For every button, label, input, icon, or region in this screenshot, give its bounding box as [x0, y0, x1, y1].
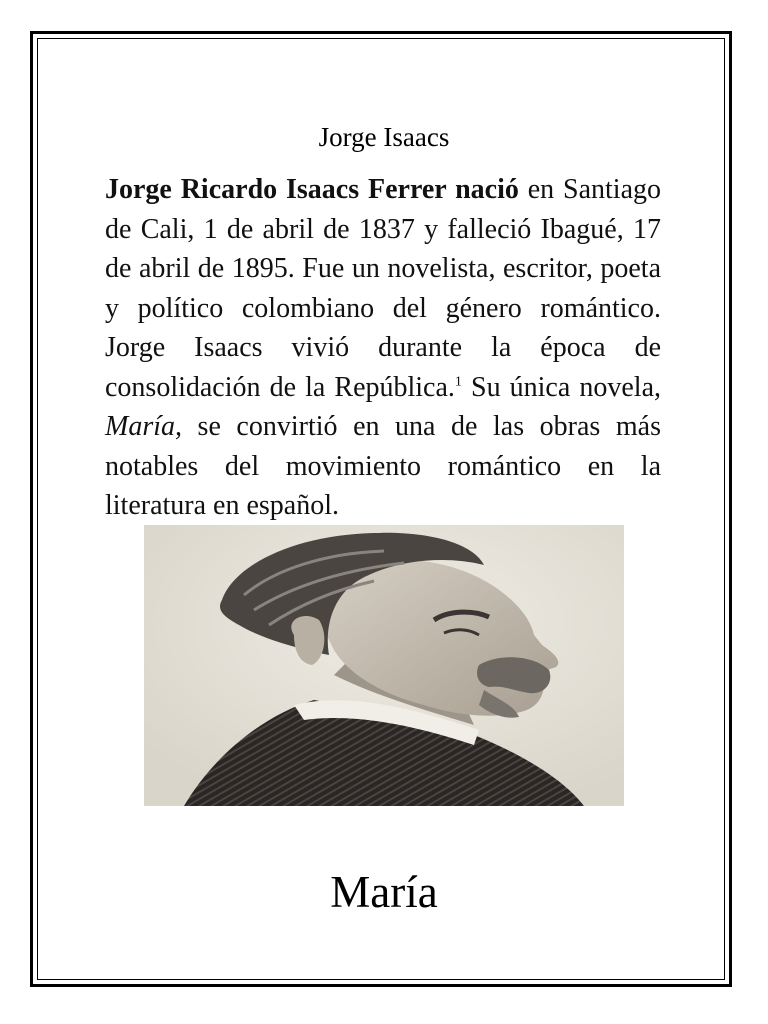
- footnote-marker: 1: [454, 374, 462, 390]
- bio-text-part-1: en Santiago de Cali, 1 de abril de 1837 y falleció Ibagué, 17 de abril de 1895. Fue un novelista, escritor, poeta y político colombiano del género romántico. Jorge Isaacs vivió durante la época de consolidación de la República.: [105, 174, 661, 403]
- novel-caption: María: [330, 867, 438, 917]
- portrait-illustration: [144, 525, 624, 806]
- bio-text-part-2: Su única novela,: [461, 371, 662, 403]
- page-title: Jorge Isaacs: [318, 122, 450, 152]
- novel-title-italic: María,: [105, 411, 182, 442]
- bio-bold-intro: Jorge Ricardo Isaacs Ferrer nació: [105, 174, 519, 205]
- portrait-photo: [144, 525, 624, 806]
- bio-text-part-3: se convirtió en una de las obras más notables del movimiento romántico en la literatura en español.: [105, 411, 661, 521]
- biography-paragraph: [105, 170, 661, 526]
